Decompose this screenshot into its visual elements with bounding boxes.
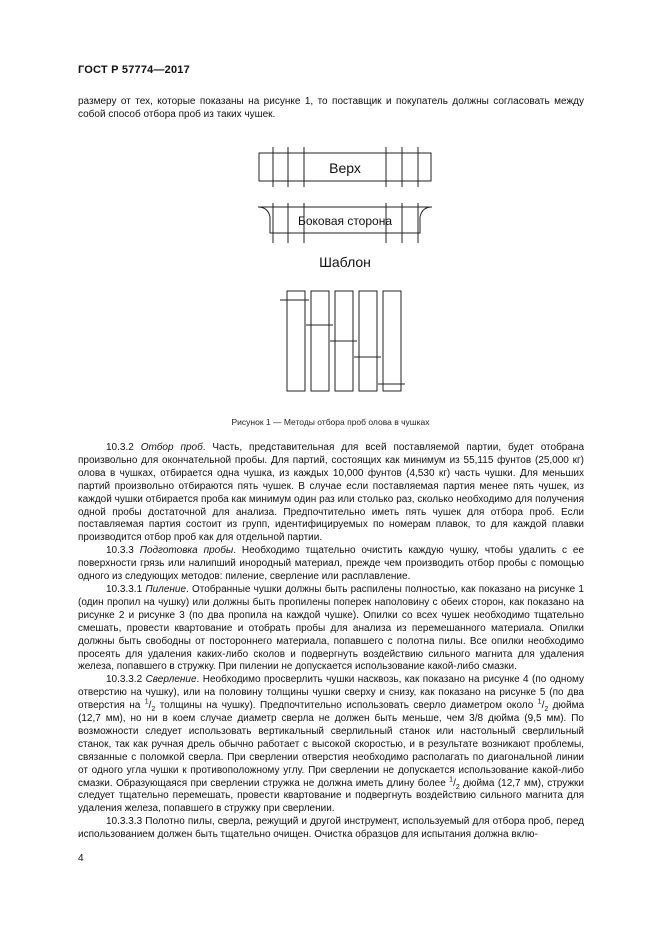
clause-text: . Отобранные чушки должны быть распилены полностью, как показано на рисунке 1 (один пропил на чушку) или должны быть пропилены поперек наполовину с обеих сторон, как показано на рисунке 2 и рисунке 3 (по два пропила на каждой чушке). Опилки со всех чушек необходимо тщательно смешать, провести квартование и отобрать пробы для анализа из перемешанного материала. Опилки должны быть свободны от постороннего материала, попавшего с полотна пилы. Все опилки необходимо просеять для удаления каких-либо сколов и подвергнуть воздействию сильного магнита для удаления железа, попавшего в стружку. При пилении не допускается использование какой-либо смазки. bbox=[78, 583, 584, 673]
figure-1 bbox=[0, 145, 661, 395]
clause-text: толщины на чушку). Предпочтительно использовать сверло диаметром около bbox=[155, 700, 538, 712]
page-header: ГОСТ Р 57774—2017 bbox=[78, 64, 190, 76]
ingot-5 bbox=[383, 291, 401, 391]
side-view-label: Боковая сторона bbox=[297, 214, 393, 228]
fraction-denominator: 2 bbox=[544, 706, 549, 714]
clause-number: 10.3.3.2 bbox=[106, 674, 143, 686]
body-text bbox=[78, 442, 584, 842]
paragraph-10-3-3-1 bbox=[78, 584, 584, 674]
fraction-denominator: 2 bbox=[151, 706, 156, 714]
clause-number: 10.3.2 bbox=[106, 442, 134, 453]
clause-text: . Необходимо тщательно очистить каждую чушку, чтобы удалить с ее поверхности грязь или налипший инородный материал, прежде чем производить отбор пробы с помощью одного из следующих методов: пиление, сверление или расплавление. bbox=[78, 545, 585, 583]
figure-1-drawing bbox=[0, 145, 661, 395]
clause-title: Подготовка пробы bbox=[139, 545, 234, 557]
clause-text: Полотно пилы, сверла, режущий и другой инструмент, используемый для отбора проб, перед использованием должен быть тщательно очищен. Очистка образцов для испытания должна вклю- bbox=[78, 816, 585, 841]
page-number: 4 bbox=[78, 853, 84, 864]
figure-caption: Рисунок 1 — Методы отбора проб олова в чушках bbox=[231, 417, 430, 427]
top-view-label: Верх bbox=[329, 160, 361, 176]
fraction-numerator: 1 bbox=[537, 698, 542, 706]
paragraph-10-3-3 bbox=[78, 545, 584, 584]
fraction-numerator: 1 bbox=[449, 776, 454, 784]
paragraph-10-3-3-3 bbox=[78, 816, 584, 842]
ingot-2 bbox=[311, 291, 329, 391]
clause-text: . Часть, представительная для всей поставляемой партии, будет отобрана произвольно для окончательной пробы. Для партий, состоящих как минимум из 55,115 фунтов (25,000 кг) олова в чушках, отбирается одна чушка, из каждых 10,000 фунтов (4,530 кг) часть чушки. Для меньших партий произвольно отбираются пять чушек. В случае если поставляемая партия менее пять чушек, из каждой чушки отбирается проба как минимум один раз или столько раз, сколько необходимо для получения одной пробы достаточной для анализа. Предпочтительно иметь пять чушек для отбора проб. Если поставляемая партия состоит из групп, идентифицируемых по номерам плавок, то для каждой плавки производится отбор проб как для отдельной партии. bbox=[78, 442, 585, 544]
clause-title: Пиление bbox=[145, 583, 187, 595]
fraction-numerator: 1 bbox=[144, 698, 149, 706]
clause-number: 10.3.3.3 bbox=[106, 816, 143, 828]
clause-text: дюйма (12,7 мм), стружки следует тщательно перемешать, провести квартование и подвергнуть воздействию сильного магнита для удаления железа, попавшего в стружку при сверлении. bbox=[78, 777, 584, 815]
ingot-1 bbox=[287, 291, 305, 391]
clause-number: 10.3.3 bbox=[106, 545, 134, 557]
fraction-denominator: 2 bbox=[455, 783, 460, 791]
paragraph-10-3-2 bbox=[78, 442, 584, 545]
ingot-4 bbox=[359, 291, 377, 391]
clause-number: 10.3.3.1 bbox=[106, 583, 143, 595]
intro-paragraph bbox=[78, 96, 584, 122]
template-label: Шаблон bbox=[319, 254, 371, 270]
clause-title: Сверление bbox=[145, 674, 197, 686]
intro-text: размеру от тех, которые показаны на рисунке 1, то поставщик и покупатель должны согласовать между собой способ отбора проб из таких чушек. bbox=[78, 96, 584, 120]
clause-title: Отбор проб bbox=[140, 442, 203, 453]
clause-text: . Необходимо просверлить чушки насквозь, как показано на рисунке 4 (по одному отверстию на чушку), или на половину толщины чушки сверху и снизу, как показано на рисунке 5 (по два отверстия на bbox=[78, 674, 584, 712]
paragraph-10-3-3-2: 10.3.3.2 Сверление. Необходимо просверлить чушки насквозь, как показано на рисунке 4 (по одному отверстию на чушку), или на половину толщины чушки сверху и снизу, как показано на рисунке 5 (по два отверстия на $^1/_2$ толщины на чушку). Предпочтительно использовать сверло диаметром около $^1/_2$ дюйма (12,7 мм), но ни в коем случае диаметр сверла не должен быть меньше, чем 3/8 дюйма (9,5 мм). По возможности следует использовать вертикальный сверлильный станок или настольный сверлильный станок, так как ручная дрель обычно работает с высокой скоростью, и в результате возникают проблемы, связанные с поломкой сверла. При сверлении отверстия необходимо располагать по диагональной линии от одного угла чушки к противоположному углу. При сверлении не допускается использование какой-либо смазки. Образующаяся при сверлении стружка не должна иметь длину более $^1/_2$ дюйма (12,7 мм), стружки следует тщательно перемешать, провести квартование и подвергнуть воздействию сильного магнита для удаления железа, попавшего в стружку при сверлении. bbox=[78, 674, 585, 815]
clause-text: дюйма (12,7 мм), но ни в коем случае диаметр сверла не должен быть меньше, чем 3/8 дюйма (9,5 мм). По возможности следует использовать вертикальный сверлильный станок или настольный сверлильный станок, так как ручная дрель обычно работает с высокой скоростью, и в результате возникают проблемы, связанные с поломкой сверла. При сверлении отверстия необходимо располагать по диагональной линии от одного угла чушки к противоположному углу. При сверлении не допускается использование какой-либо смазки. Образующаяся при сверлении стружка не должна иметь длину более bbox=[78, 700, 585, 789]
